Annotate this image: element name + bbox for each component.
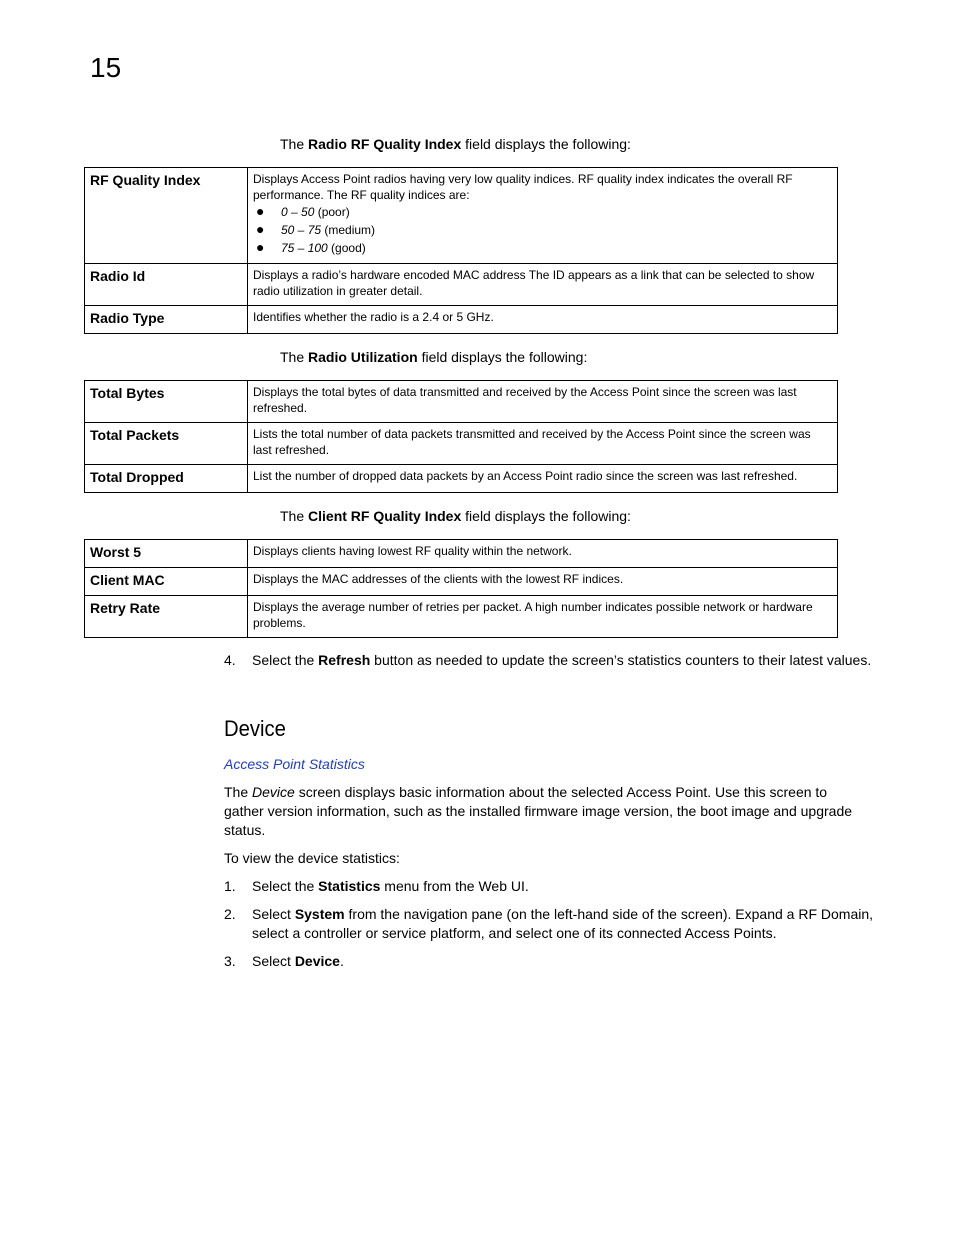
term-cell: Total Bytes xyxy=(85,381,248,423)
table-row xyxy=(85,306,838,334)
table-row xyxy=(85,465,838,493)
table-row xyxy=(85,423,838,465)
device-description: The Device screen displays basic information about the selected Access Point. Use this screen to gather version information, such as the installed firmware image version, the boot image and upgrade status. xyxy=(224,784,853,838)
term-cell: Client MAC xyxy=(85,568,248,596)
description-cell: Displays clients having lowest RF quality within the network. xyxy=(248,540,838,568)
description-cell: Displays the total bytes of data transmitted and received by the Access Point since the screen was last refreshed. xyxy=(248,381,838,423)
description-cell: Lists the total number of data packets transmitted and received by the Access Point since the screen was last refreshed. xyxy=(248,423,838,465)
radio-rf-intro: The Radio RF Quality Index field displays the following: xyxy=(280,136,631,152)
description-cell: Displays Access Point radios having very low quality indices. RF quality index indicates the overall RF performance. The RF quality indices are: ● 0 – 50 (poor) ● 50 – 75 (medium) ● 75 – 100 (good) xyxy=(248,168,838,264)
bullet-icon: ● xyxy=(256,203,265,219)
term-cell: RF Quality Index xyxy=(85,168,248,264)
device-step-2: 2. Select System from the navigation pane (on the left-hand side of the screen). Expand a RF Domain, select a controller or service platform, and select one of its connected Access Points. xyxy=(224,906,874,941)
term-cell: Retry Rate xyxy=(85,596,248,638)
table-row xyxy=(85,568,838,596)
description-cell: List the number of dropped data packets by an Access Point radio since the screen was last refreshed. xyxy=(248,465,838,493)
bullet-icon: ● xyxy=(256,221,265,237)
access-point-statistics-link[interactable]: Access Point Statistics xyxy=(224,756,365,772)
table-row xyxy=(85,381,838,423)
radio-util-table xyxy=(84,380,838,493)
view-intro: To view the device statistics: xyxy=(224,850,400,866)
radio-rf-table xyxy=(84,167,838,334)
client-rf-intro: The Client RF Quality Index field displays the following: xyxy=(280,508,631,524)
table-row xyxy=(85,264,838,306)
bullet-icon: ● xyxy=(256,239,265,255)
quality-range-list xyxy=(253,203,831,257)
description-cell: Identifies whether the radio is a 2.4 or 5 GHz. xyxy=(248,306,838,334)
description-cell: Displays a radio’s hardware encoded MAC address The ID appears as a link that can be selected to show radio utilization in greater detail. xyxy=(248,264,838,306)
table-row xyxy=(85,596,838,638)
term-cell: Total Packets xyxy=(85,423,248,465)
table-row xyxy=(85,168,838,264)
term-cell: Worst 5 xyxy=(85,540,248,568)
description-cell: Displays the average number of retries per packet. A high number indicates possible network or hardware problems. xyxy=(248,596,838,638)
table-row xyxy=(85,540,838,568)
list-item: ● 75 – 100 (good) xyxy=(256,239,366,255)
term-cell: Radio Type xyxy=(85,306,248,334)
device-step-1: 1. Select the Statistics menu from the Web UI. xyxy=(224,878,529,894)
term-cell: Total Dropped xyxy=(85,465,248,493)
section-heading: Device xyxy=(224,716,286,741)
description-cell: Displays the MAC addresses of the clients with the lowest RF indices. xyxy=(248,568,838,596)
refresh-step: 4. Select the Refresh button as needed to update the screen’s statistics counters to their latest values. xyxy=(224,652,872,668)
list-item: ● 0 – 50 (poor) xyxy=(256,203,350,219)
chapter-number: 15 xyxy=(90,52,122,83)
term-cell: Radio Id xyxy=(85,264,248,306)
client-rf-table xyxy=(84,539,838,638)
radio-util-intro: The Radio Utilization field displays the following: xyxy=(280,349,588,365)
device-step-3: 3. Select Device. xyxy=(224,953,344,969)
list-item: ● 50 – 75 (medium) xyxy=(256,221,376,237)
